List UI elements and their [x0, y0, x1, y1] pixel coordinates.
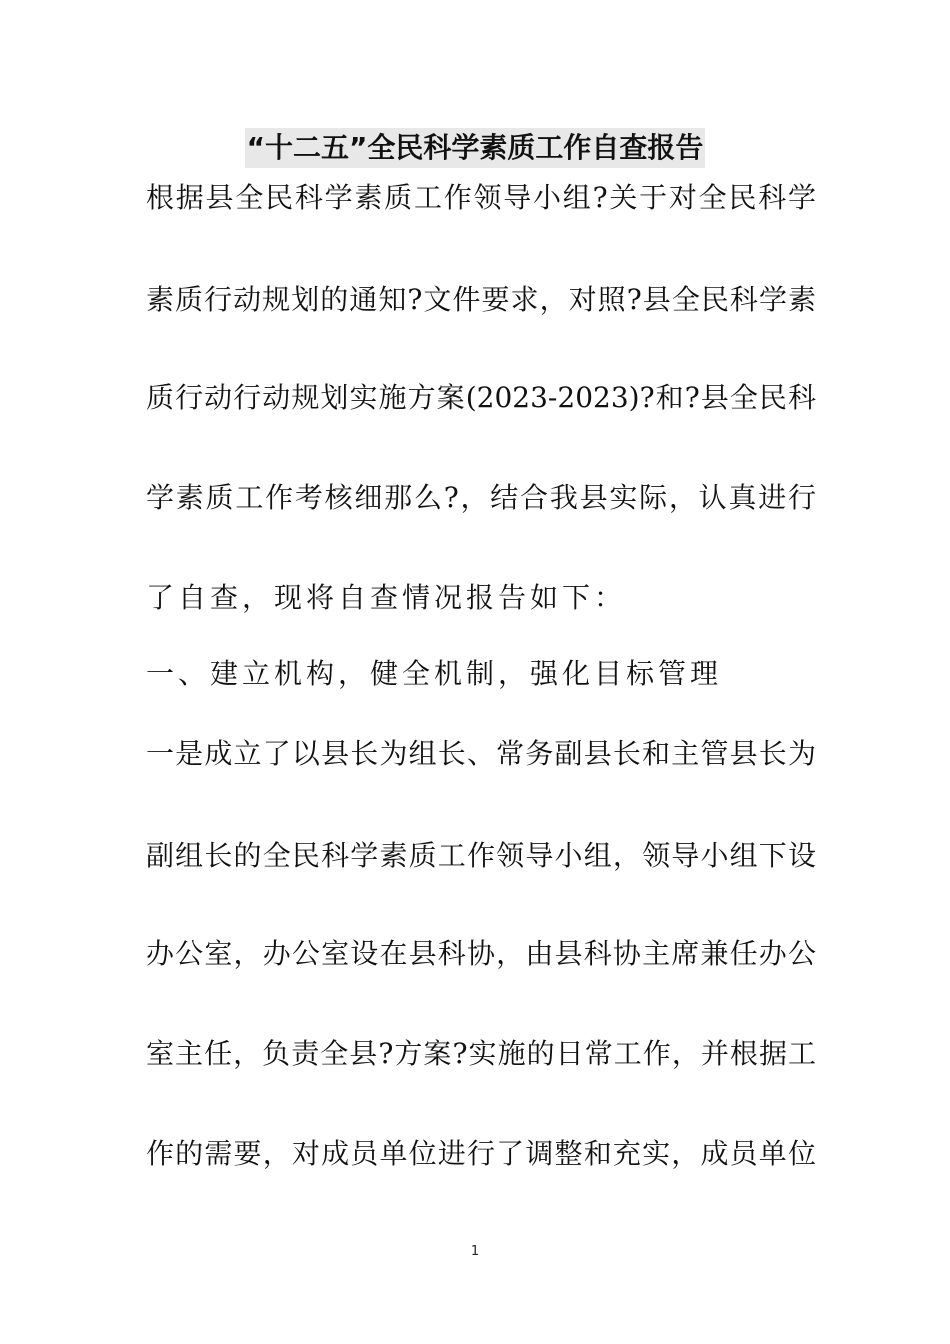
- document-title: “十二五”全民科学素质工作自查报告: [245, 128, 706, 168]
- paragraph-line: 了自查，现将自查情况报告如下：: [146, 581, 627, 614]
- paragraph-line: 办公室，办公室设在县科协，由县科协主席兼任办公: [146, 937, 816, 970]
- paragraph-line: 根据县全民科学素质工作领导小组?关于对全民科学: [146, 181, 816, 214]
- paragraph-line: 一是成立了以县长为组长、常务副县长和主管县长为: [146, 737, 816, 770]
- paragraph-line: 室主任，负责全县?方案?实施的日常工作，并根据工: [146, 1037, 816, 1070]
- paragraph-line: 作的需要，对成员单位进行了调整和充实，成员单位: [146, 1137, 816, 1170]
- paragraph-line: 副组长的全民科学素质工作领导小组，领导小组下设: [146, 839, 816, 872]
- paragraph-line: 素质行动规划的通知?文件要求，对照?县全民科学素: [146, 283, 816, 316]
- page-number: 1: [470, 1244, 480, 1259]
- section-heading: 一、建立机构，健全机制，强化目标管理: [146, 657, 723, 690]
- title-container: [0, 128, 950, 168]
- paragraph-line: 学素质工作考核细那么?，结合我县实际，认真进行: [146, 481, 816, 514]
- paragraph-line: 质行动行动规划实施方案(2023-2023)?和?县全民科: [146, 381, 816, 414]
